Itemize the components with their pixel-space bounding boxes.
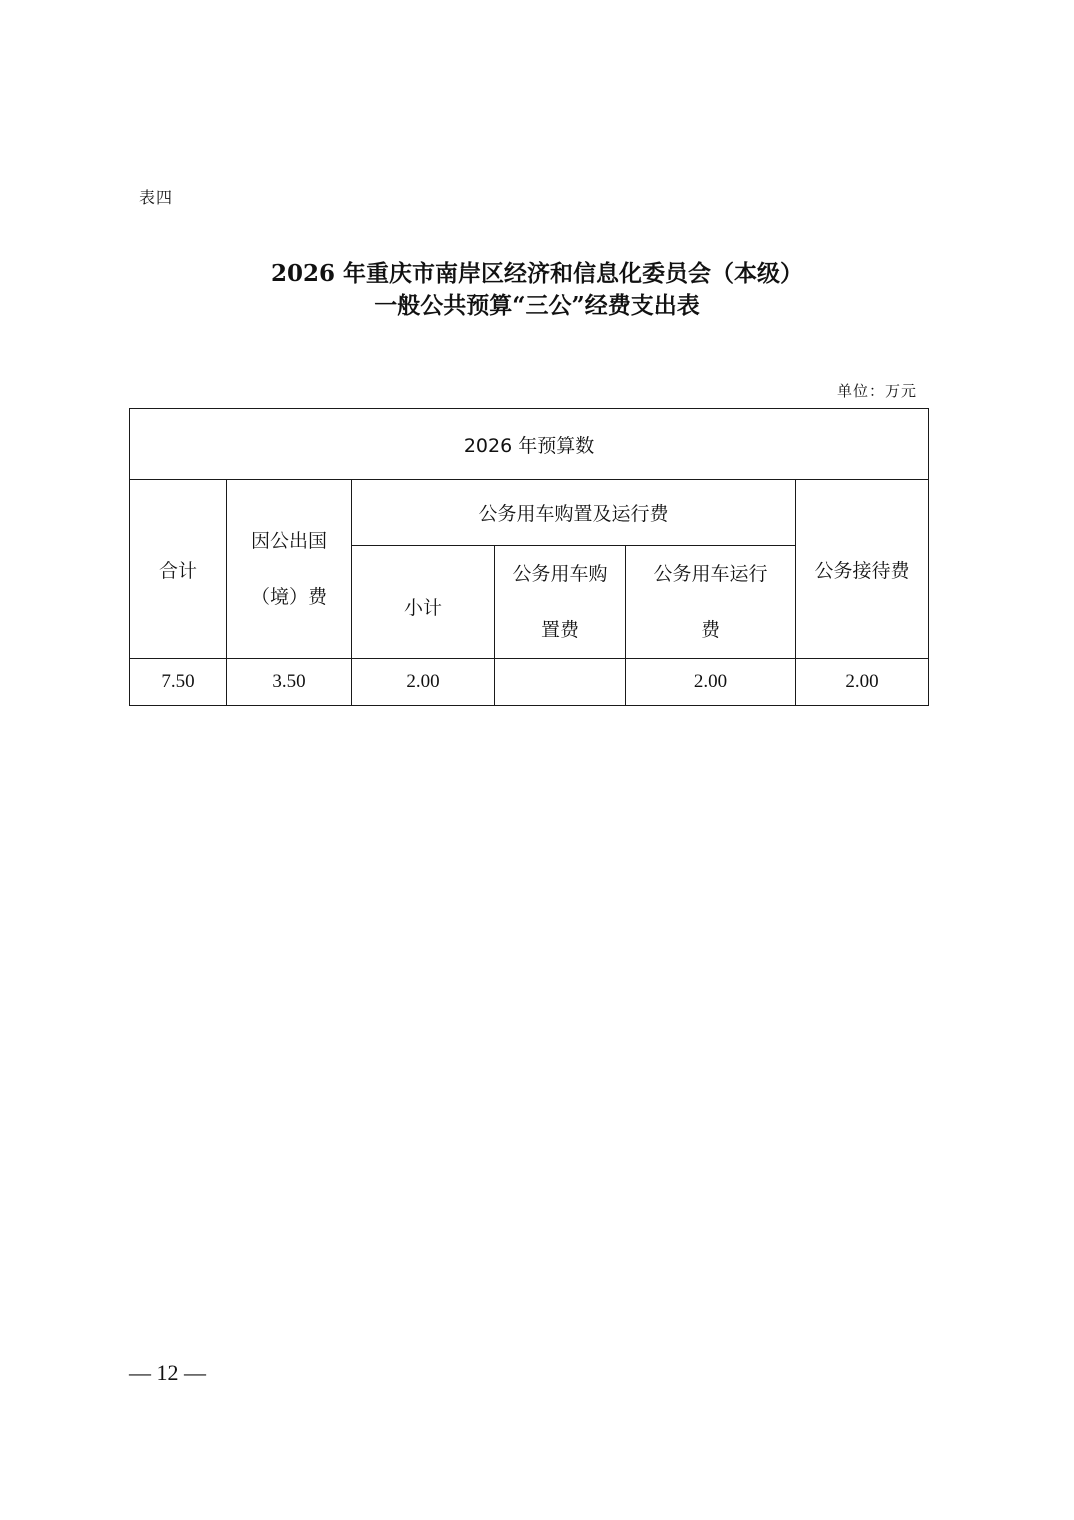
cell-reception: 2.00 [796,659,929,706]
header-abroad-line-2: （境）费 [250,586,327,608]
table-header-row-top [130,409,929,480]
cell-operation: 2.00 [626,659,796,706]
header-purchase-line-1: 公务用车购 [512,563,608,585]
page-number: — 12 — [129,1360,206,1385]
header-reception: 公务接待费 [796,480,929,659]
header-abroad [227,480,352,659]
cell-abroad: 3.50 [227,659,352,706]
header-subtotal-text: 小计 [403,596,442,619]
header-purchase-line-2: 置费 [540,619,579,641]
cell-purchase [495,659,626,706]
page-title-line-1: 2026 年重庆市南岸区经济和信息化委员会（本级） [270,260,804,287]
header-budget-year: 2026 年预算数 [130,409,929,480]
header-subtotal [352,546,495,659]
cell-total: 7.50 [130,659,227,706]
budget-table [129,408,929,706]
page-title-line-2: 一般公共预算“三公”经费支出表 [374,292,700,319]
cell-subtotal: 2.00 [352,659,495,706]
header-total: 合计 [130,480,227,659]
header-operation [626,546,796,659]
header-operation-line-2: 费 [700,619,720,641]
unit-label: 单位：万元 [836,382,917,400]
header-purchase [495,546,626,659]
header-operation-line-1: 公务用车运行 [653,563,768,585]
table-row [130,659,929,706]
header-abroad-line-1: 因公出国 [250,530,327,552]
table-label: 表四 [139,188,174,207]
table-header-row-group [130,480,929,546]
header-vehicle-group: 公务用车购置及运行费 [352,480,796,546]
